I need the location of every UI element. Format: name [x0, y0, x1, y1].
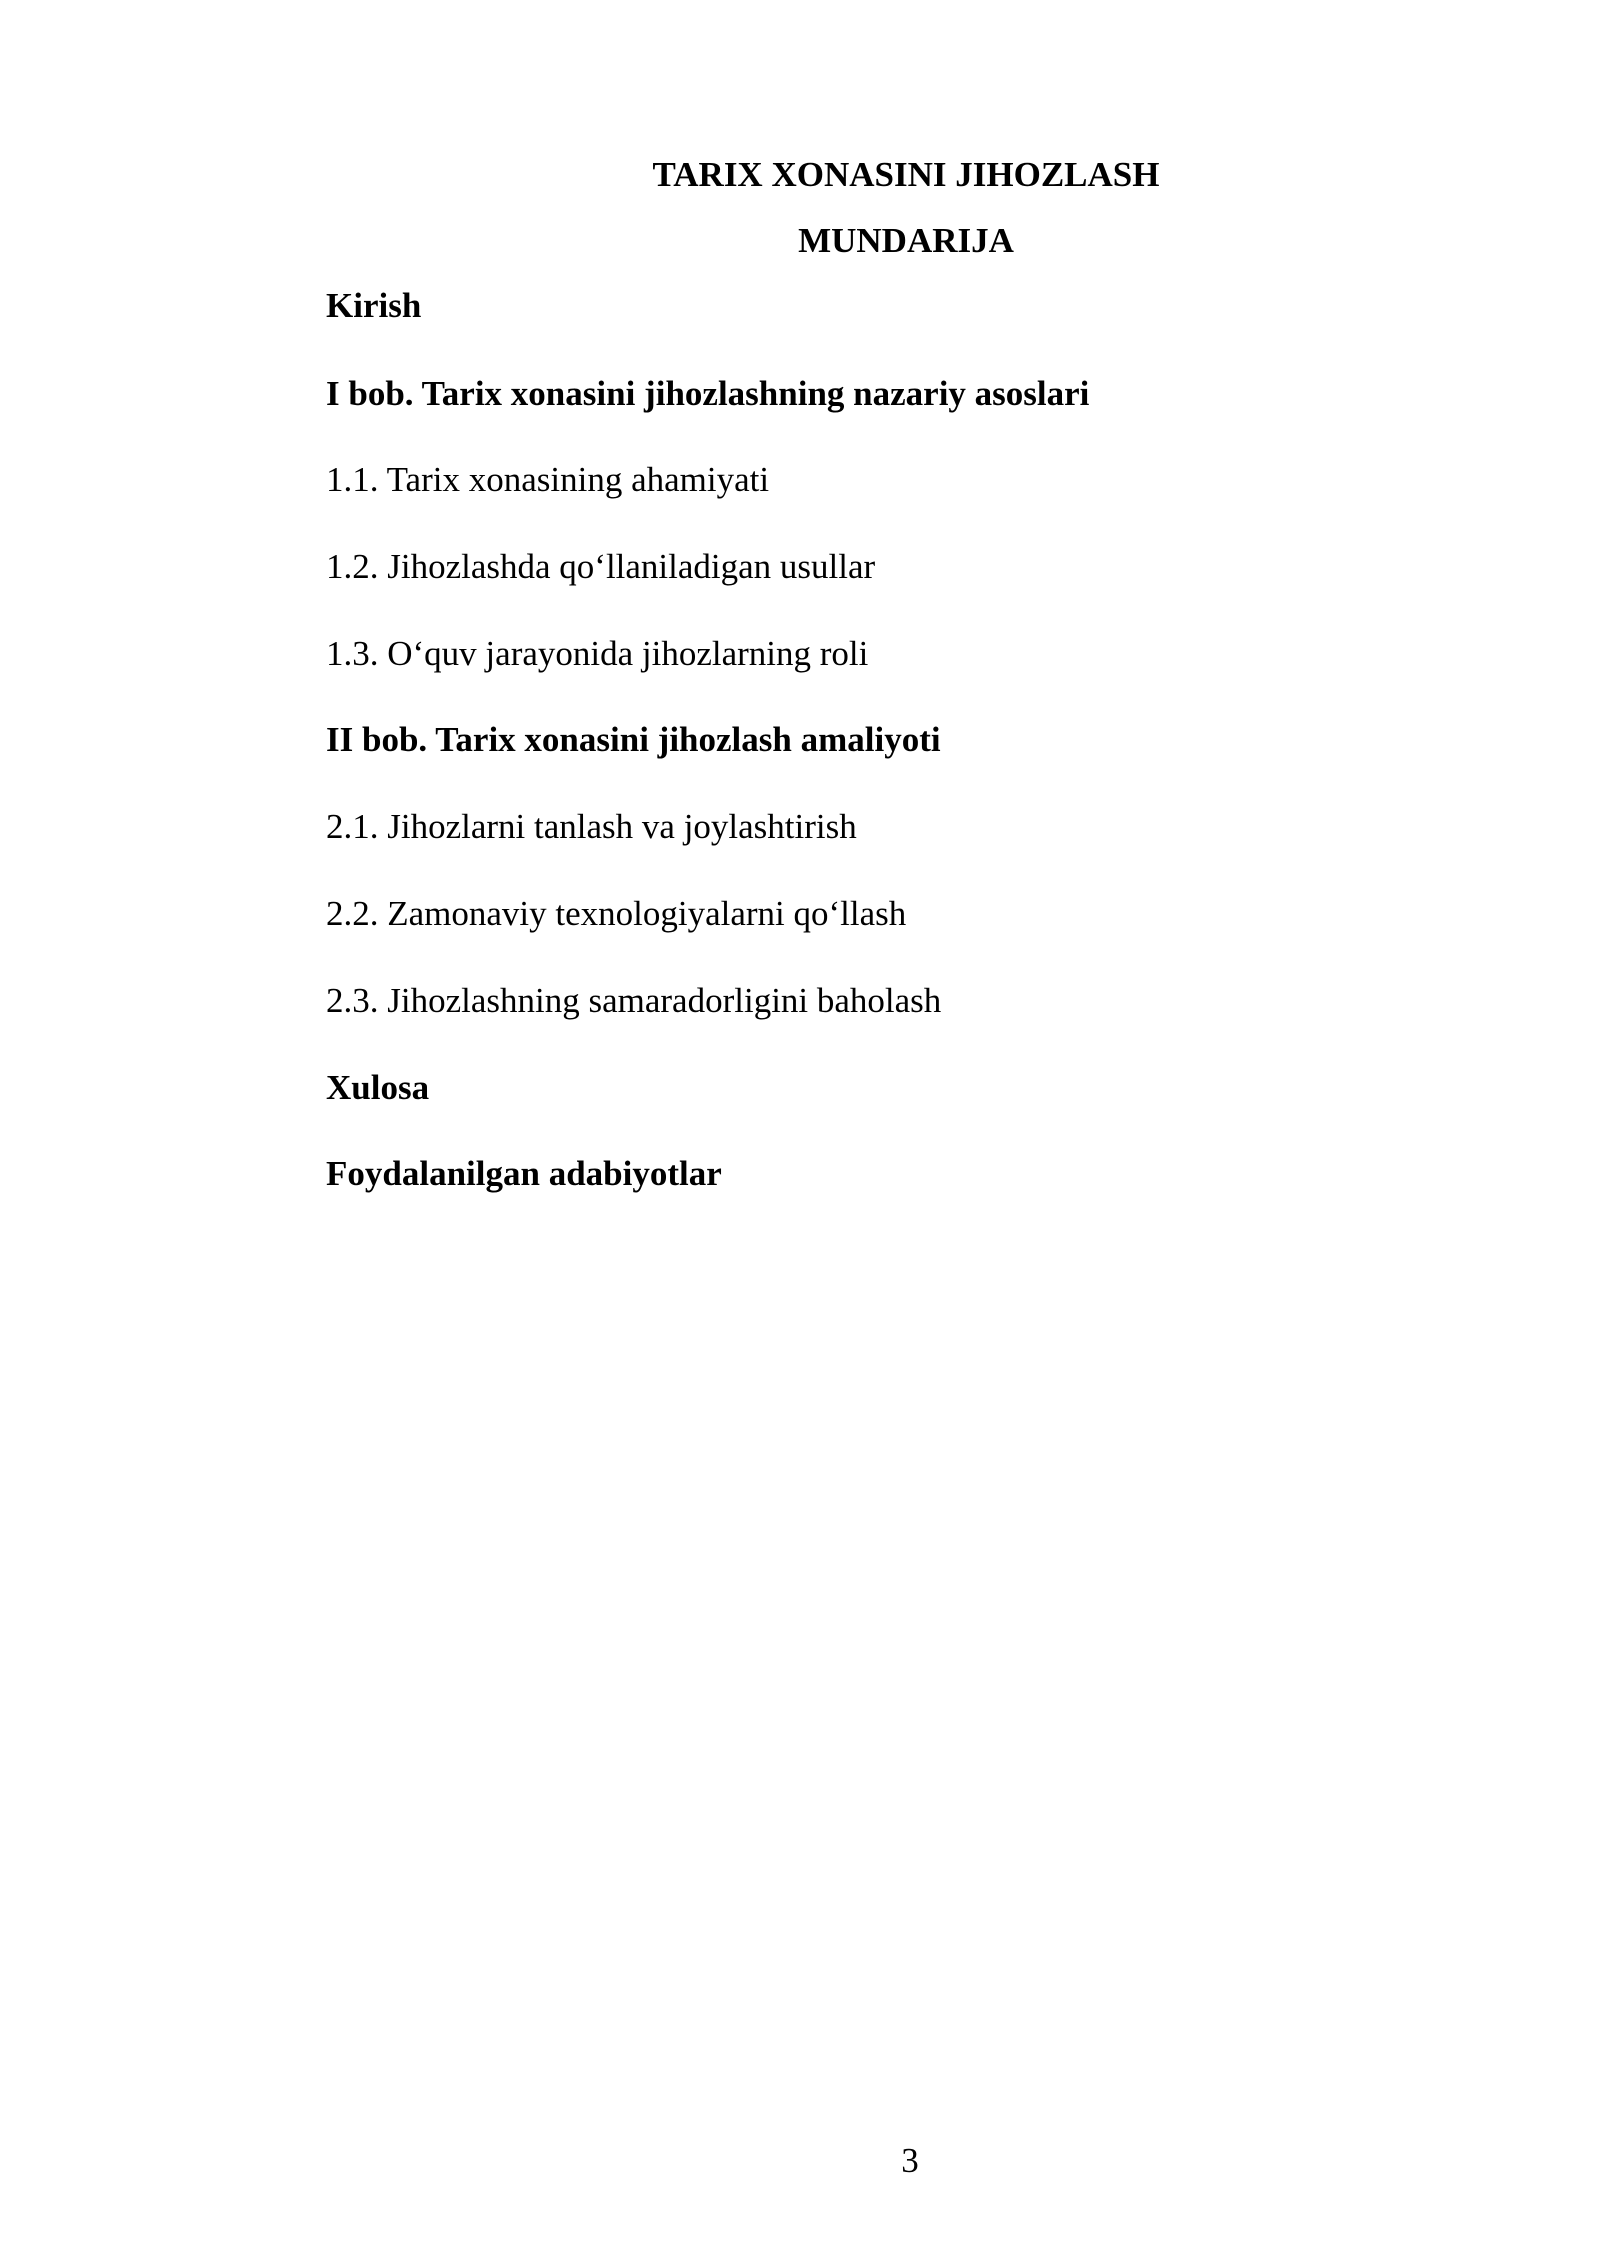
table-of-contents-heading: MUNDARIJA — [798, 221, 1014, 260]
toc-entry-conclusion: Xulosa — [326, 1068, 430, 1107]
toc-entry-chapter-2: II bob. Tarix xonasini jihozlash amaliyoti — [326, 720, 941, 759]
table-of-contents — [326, 0, 1486, 1300]
toc-entry-section-2-1: 2.1. Jihozlarni tanlash va joylashtirish — [326, 807, 857, 846]
toc-entry-section-2-2: 2.2. Zamonaviy texnologiyalarni qo‘llash — [326, 894, 907, 933]
toc-entry-section-1-3: 1.3. O‘quv jarayonida jihozlarning roli — [326, 634, 869, 673]
toc-entry-chapter-1: I bob. Tarix xonasini jihozlashning nazariy asoslari — [326, 374, 1090, 413]
page-number: 3 — [901, 2141, 919, 2180]
toc-entry-introduction: Kirish — [326, 286, 422, 325]
toc-entry-section-1-2: 1.2. Jihozlashda qo‘llaniladigan usullar — [326, 547, 876, 586]
toc-entry-section-1-1: 1.1. Tarix xonasining ahamiyati — [326, 460, 770, 499]
toc-entry-section-2-3: 2.3. Jihozlashning samaradorligini baholash — [326, 981, 942, 1020]
toc-entry-references: Foydalanilgan adabiyotlar — [326, 1154, 722, 1193]
document-title: TARIX XONASINI JIHOZLASH — [652, 155, 1160, 194]
